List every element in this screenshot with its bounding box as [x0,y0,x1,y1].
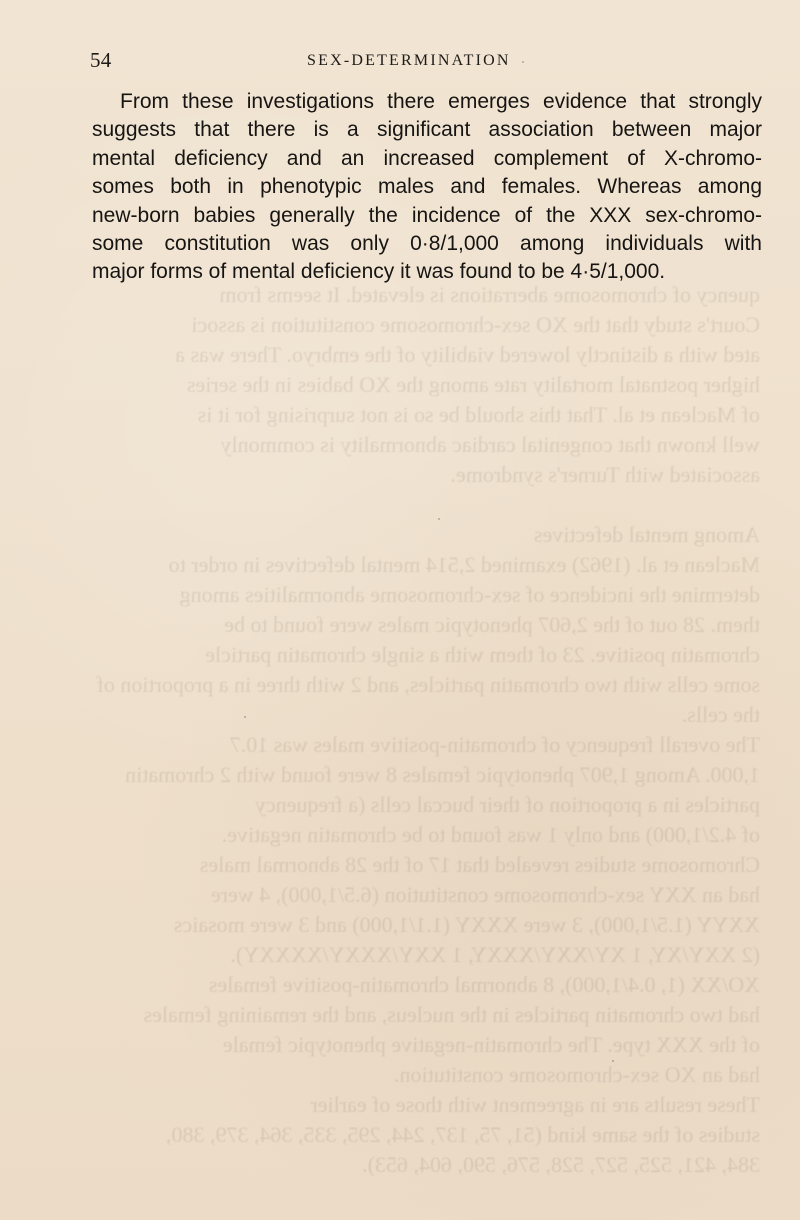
paragraph-line: suggests that there is a significant association between major [92,118,762,142]
paragraph-line: somes both in phenotypic males and females. Whereas among [92,175,762,199]
show-through-text: quency of chromosome aberrations is elevated. It seems from Court's study that the XO sex-chromosome constitution is associ ated with a distinctly lowered viability of the embryo. There was a higher postnatal mortality rate among the XO babies in the series of Maclean et al. That this should be so is not surprising for it is well known that congenital cardiac abnormality is commonly associated with Turner's syndrome. Among mental defectives Maclean et al. (1962) examined 2,514 mental defectives in order to determine the incidence of sex-chromosome abnormalities among them. 28 out of the 2,607 phenotypic males were found to be chromatin positive. 23 of them with a single chromatin particle some cells with two chromatin particles, and 2 with three in a proportion of the cells. The overall frequency of chromatin-positive males was 10.7 1,000. Among 1,907 phenotypic females 8 were found with 2 chromatin particles in a proportion of their buccal cells (a frequency of 4.2/1,000) and only 1 was found to be chromatin negative. Chromosome studies revealed that 17 of the 28 abnormal males had an XXY sex-chromosome constitution (6.5/1,000), 4 were XXYY (1.5/1,000), 3 were XXXY (1.1/1,000) and 3 were mosaics (2 XXY/XY, 1 XY/XXY/XXXY, 1 XXY/XXXY/XXXXY). XO/XX (1, 0.4/1,000), 8 abnormal chromatin-positive females had two chromatin particles in the nucleus, and the remaining females of the XXX type. The chromatin-negative phenotypic female had an XO sex-chromosome constitution. These results are in agreement with those of earlier studies of the same kind (51, 75, 137, 244, 295, 335, 364, 379, 380, 384, 421, 525, 527, 528, 576, 590, 604, 653). [96,282,760,1177]
paragraph-line: some constitution was only 0·8/1,000 among individuals with [92,231,762,255]
paper-speck [438,518,440,520]
paragraph-line: new-born babies generally the incidence of the XXX sex-chromo- [92,203,762,227]
running-head: SEX-DETERMINATION [307,52,511,69]
paper-speck [522,61,524,63]
paragraph-line: mental deficiency and an increased complement of X-chromo- [92,146,762,170]
page-header [90,48,760,78]
paper-speck [244,716,246,718]
paragraph-line: major forms of mental deficiency it was found to be 4·5/1,000. [92,260,666,284]
paper-speck [612,1060,614,1062]
body-paragraph [92,88,762,287]
paragraph-line: From these investigations there emerges evidence that strongly [120,90,762,113]
page-number: 54 [90,48,112,72]
